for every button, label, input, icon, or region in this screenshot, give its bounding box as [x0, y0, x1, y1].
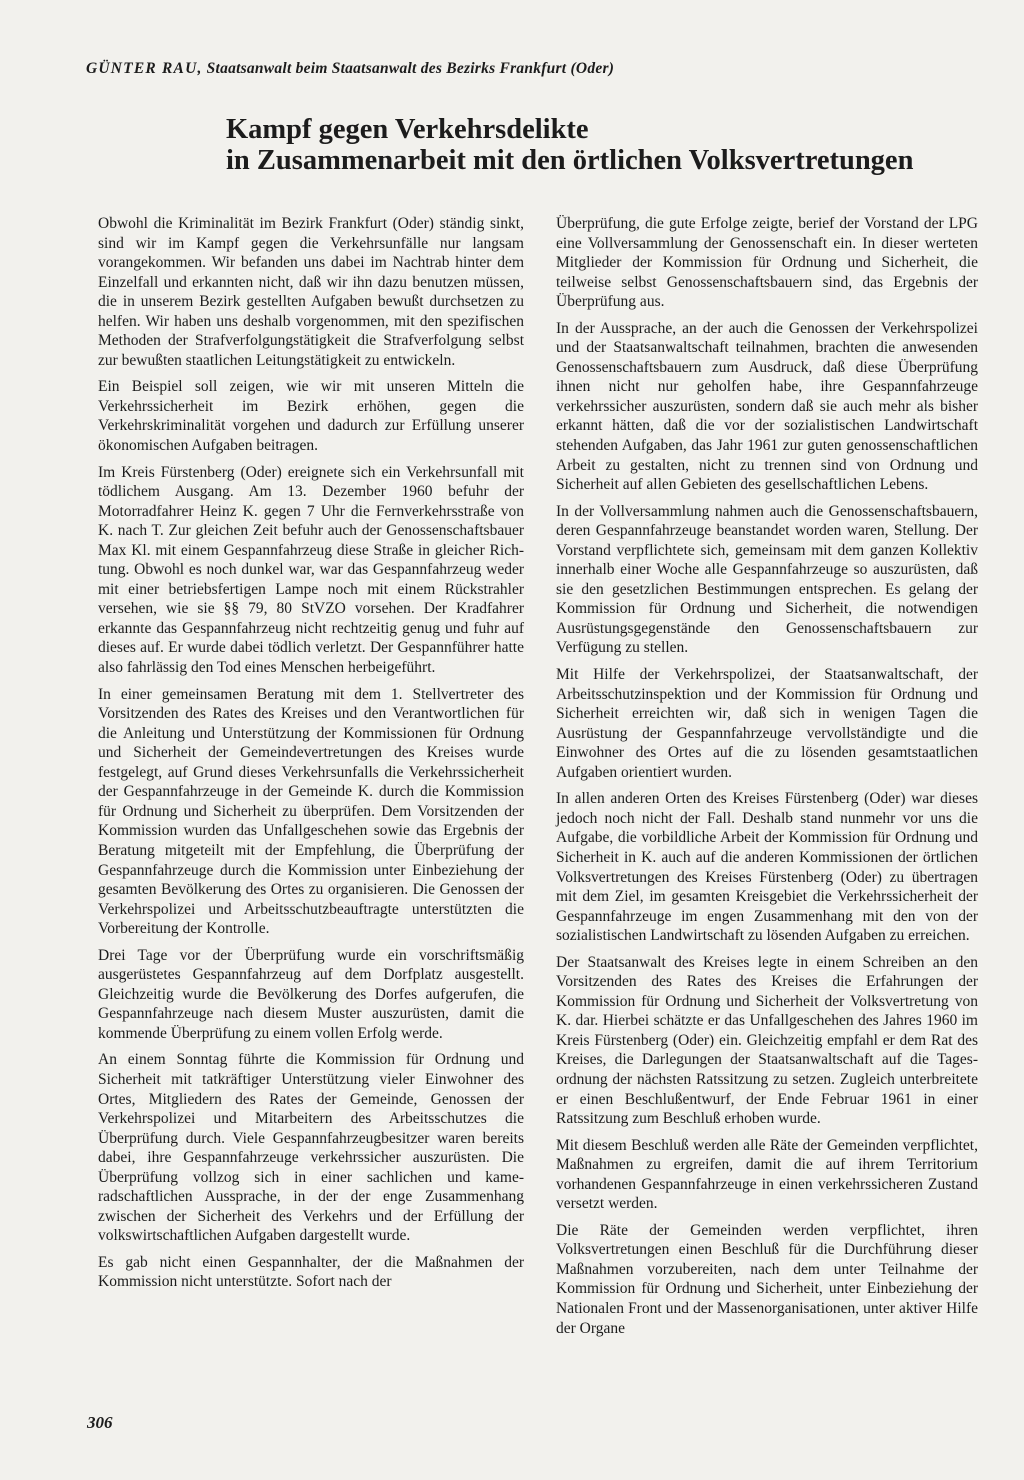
paragraph: Mit Hilfe der Verkehrspolizei, der Staatsanwaltschaft, der Arbeitsschutzinspektion und der Kommission für Ordnung und Sicherheit erreichten wir, daß sich in wenigen Tagen die Ausrüstung der Gespannfahrzeuge vervollständigte und die Einwohner des Ortes auf die zu lösenden gesamtstaatlichen Aufgaben orientiert wurden.	[556, 666, 978, 781]
paragraph: In allen anderen Orten des Kreises Fürstenberg (Oder) war dieses jedoch noch nicht der Fall. Deshalb stand nunmehr vor uns die Aufgabe, die vorbildliche Arbeit der Kommission für Ordnung und Sicherheit in K. auch auf die anderen Kommissionen der örtlichen Volksvertretungen des Kreises Fürstenberg (Oder) zu übertragen mit dem Ziel, im gesamten Kreisgebiet die Verkehrssicherheit der Gespannfahrzeuge im engen Zusammenhang mit den von der sozialistischen Landwirtschaft zu lösenden Aufgaben zu erreichen.	[556, 790, 978, 945]
paragraph: Es gab nicht einen Gespannhalter, der die Maßnahmen der Kommission nicht unterstützte. Sofort nach der	[98, 1253, 524, 1291]
paragraph: Obwohl die Kriminalität im Bezirk Frankfurt (Oder) ständig sinkt, sind wir im Kampf gegen die Verkehrsunfälle nur langsam vorangekommen. Wir befanden uns dabei im Nachtrab hinter dem Einzelfall und erkannten nicht, daß wir ihn dazu benutzen müssen, die in unserem Bezirk gestellten Aufgaben bewußt durchsetzen zu helfen. Wir haben uns deshalb vorgenommen, mit den spezifischen Methoden der Strafverfolgungstätigkeit die Strafverfolgung selbst zur bewußten staatlichen Leitungstätigkeit zu entwickeln.	[98, 215, 524, 369]
paragraph: Mit diesem Beschluß werden alle Räte der Gemeinden verpflichtet, Maßnahmen zu ergreifen, damit die auf ihrem Territorium vorhandenen Gespannfahrzeuge in einen verkehrssicheren Zustand versetzt werden.	[556, 1136, 978, 1213]
paragraph: In der Aussprache, an der auch die Genossen der Verkehrspolizei und der Staatsanwaltschaft teilnahmen, brachten die anwesenden Genossenschaftsbauern zum Ausdruck, daß diese Überprüfung ihnen nicht nur geholfen habe, ihre Gespannfahrzeuge verkehrssicher auszurüsten, sondern daß sie auch mehr als bisher erkannt hätten, daß die vor der sozialistischen Landwirtschaft stehenden Aufgaben, das Jahr 1961 zur guten genossenschaftlichen Arbeit zu gestalten, nicht zu trennen sind von Ordnung und Sicherheit auf allen Gebieten des gesellschaftlichen Lebens.	[556, 319, 978, 494]
paragraph: Im Kreis Fürstenberg (Oder) ereignete sich ein Verkehrsunfall mit tödlichem Ausgang. Am 13. Dezember 1960 befuhr der Motorradfahrer Heinz K. gegen 7 Uhr die Fernverkehrsstraße von K. nach T. Zur gleichen Zeit befuhr auch der Genossenschaftsbauer Max Kl. mit einem Gespannfahrzeug diese Straße in gleicher Richtung. Obwohl es noch dunkel war, war das Gespannfahrzeug weder mit einer betriebsfertigen Lampe noch mit einem Rückstrahler versehen, wie sie §§ 79, 80 StVZO vorsehen. Der Kradfahrer erkannte das Gespannfahrzeug nicht rechtzeitig genug und fuhr auf dieses auf. Er wurde dabei tödlich verletzt. Der Gespannführer hatte also fahrlässig den Tod eines Menschen herbeigeführt.	[98, 463, 524, 677]
article-title-line-2: in Zusammenarbeit mit den örtlichen Volksvertretungen	[226, 145, 914, 176]
author-byline	[86, 60, 946, 78]
article-title	[226, 114, 986, 176]
right-column	[556, 214, 978, 1345]
author-role: Staatsanwalt beim Staatsanwalt des Bezirks Frankfurt (Oder)	[206, 60, 615, 77]
paragraph: In einer gemeinsamen Beratung mit dem 1. Stellvertreter des Vorsitzenden des Rates des Kreises und den Verantwortlichen für die Anleitung und Unterstützung der Kommissionen für Ordnung und Sicherheit der Gemeindevertretungen des Kreises wurde festgelegt, auf Grund dieses Verkehrsunfalls die Verkehrssicherheit der Gespannfahrzeuge in der Gemeinde K. durch die Kommission für Ordnung und Sicherheit zu überprüfen. Dem Vorsitzenden der Kommission wurden das Unfallgeschehen sowie das Ergebnis der Beratung mitgeteilt mit der Empfehlung, die Überprüfung der Gespannfahrzeuge durch die Kommission unter Einbeziehung der gesamten Bevölkerung des Ortes zu organisieren. Die Genossen der Verkehrspolizei und Arbeitsschutzbeauftragte unterstützten die Vorbereitung der Kontrolle.	[98, 685, 524, 938]
page-number: 306	[87, 1413, 113, 1432]
author-name: GÜNTER RAU,	[86, 60, 203, 77]
paragraph: Ein Beispiel soll zeigen, wie wir mit unseren Mitteln die Verkehrssicherheit im Bezirk erhöhen, gegen die Verkehrskriminalität vorgehen und dadurch zur Erfüllung unserer ökonomischen Aufgaben beitragen.	[98, 378, 524, 455]
paragraph: An einem Sonntag führte die Kommission für Ordnung und Sicherheit mit tatkräftiger Unterstützung vieler Einwohner des Ortes, Mitgliedern des Rates der Gemeinde, Genossen der Verkehrspolizei und Mitarbeitern des Arbeitsschutzes die Überprüfung durch. Viele Gespannfahrzeugbesitzer waren bereits dabei, ihre Gespannfahrzeuge verkehrssicher auszurüsten. Die Überprüfung vollzog sich in einer sachlichen und kameradschaftlichen Aussprache, in der der enge Zusammenhang zwischen der Sicherheit des Verkehrs und der Erfüllung der volkswirtschaftlichen Aufgaben dargestellt wurde.	[98, 1051, 524, 1245]
left-column	[98, 214, 524, 1299]
paragraph: Drei Tage vor der Überprüfung wurde ein vorschriftsmäßig ausgerüstetes Gespannfahrzeug auf dem Dorfplatz ausgestellt. Gleichzeitig wurde die Bevölkerung des Dorfes aufgerufen, die Gespannfahrzeuge nach diesem Muster auszurüsten, damit die kommende Überprüfung zu einem vollen Erfolg werde.	[98, 946, 524, 1042]
paragraph: In der Vollversammlung nahmen auch die Genossenschaftsbauern, deren Gespannfahrzeuge beanstandet worden waren, Stellung. Der Vorstand verpflichtete sich, gemeinsam mit dem ganzen Kollektiv innerhalb einer Woche alle Gespannfahrzeuge so auszurüsten, daß sie den gesetzlichen Bestimmungen entsprechen. Es gelang der Kommission für Ordnung und Sicherheit, die notwendigen Ausrüstungsgegenstände den Genossenschaftsbauern zur Verfügung zu stellen.	[556, 502, 978, 657]
paragraph: Der Staatsanwalt des Kreises legte in einem Schreiben an den Vorsitzenden des Rates des Kreises die Erfahrungen der Kommission für Ordnung und Sicherheit der Volksvertretung von K. dar. Hierbei schätzte er das Unfallgeschehen des Jahres 1960 im Kreis Fürstenberg (Oder) ein. Gleichzeitig empfahl er dem Rat des Kreises, die Darlegungen der Staatsanwaltschaft auf die Tagesordnung der nächsten Ratssitzung zu setzen. Zugleich unterbreitete er einen Beschlußentwurf, der Ende Februar 1961 in einer Ratssitzung zum Beschluß erhoben wurde.	[556, 953, 978, 1128]
article-title-line-1: Kampf gegen Verkehrsdelikte	[226, 114, 589, 145]
paragraph: Überprüfung, die gute Erfolge zeigte, berief der Vorstand der LPG eine Vollversammlung der Genossenschaft ein. In dieser werteten Mitglieder der Kommission für Ordnung und Sicherheit, die teilweise selbst Genossenschaftsbauern sind, das Ergebnis der Überprüfung aus.	[556, 215, 978, 311]
paragraph: Die Räte der Gemeinden werden verpflichtet, ihren Volksvertretungen einen Beschluß für die Durchführung dieser Maßnahmen vorzubereiten, nach dem unter Teilnahme der Kommission für Ordnung und Sicherheit, unter Einbeziehung der Nationalen Front und der Massenorganisationen, unter aktiver Hilfe der Organe	[556, 1221, 978, 1337]
